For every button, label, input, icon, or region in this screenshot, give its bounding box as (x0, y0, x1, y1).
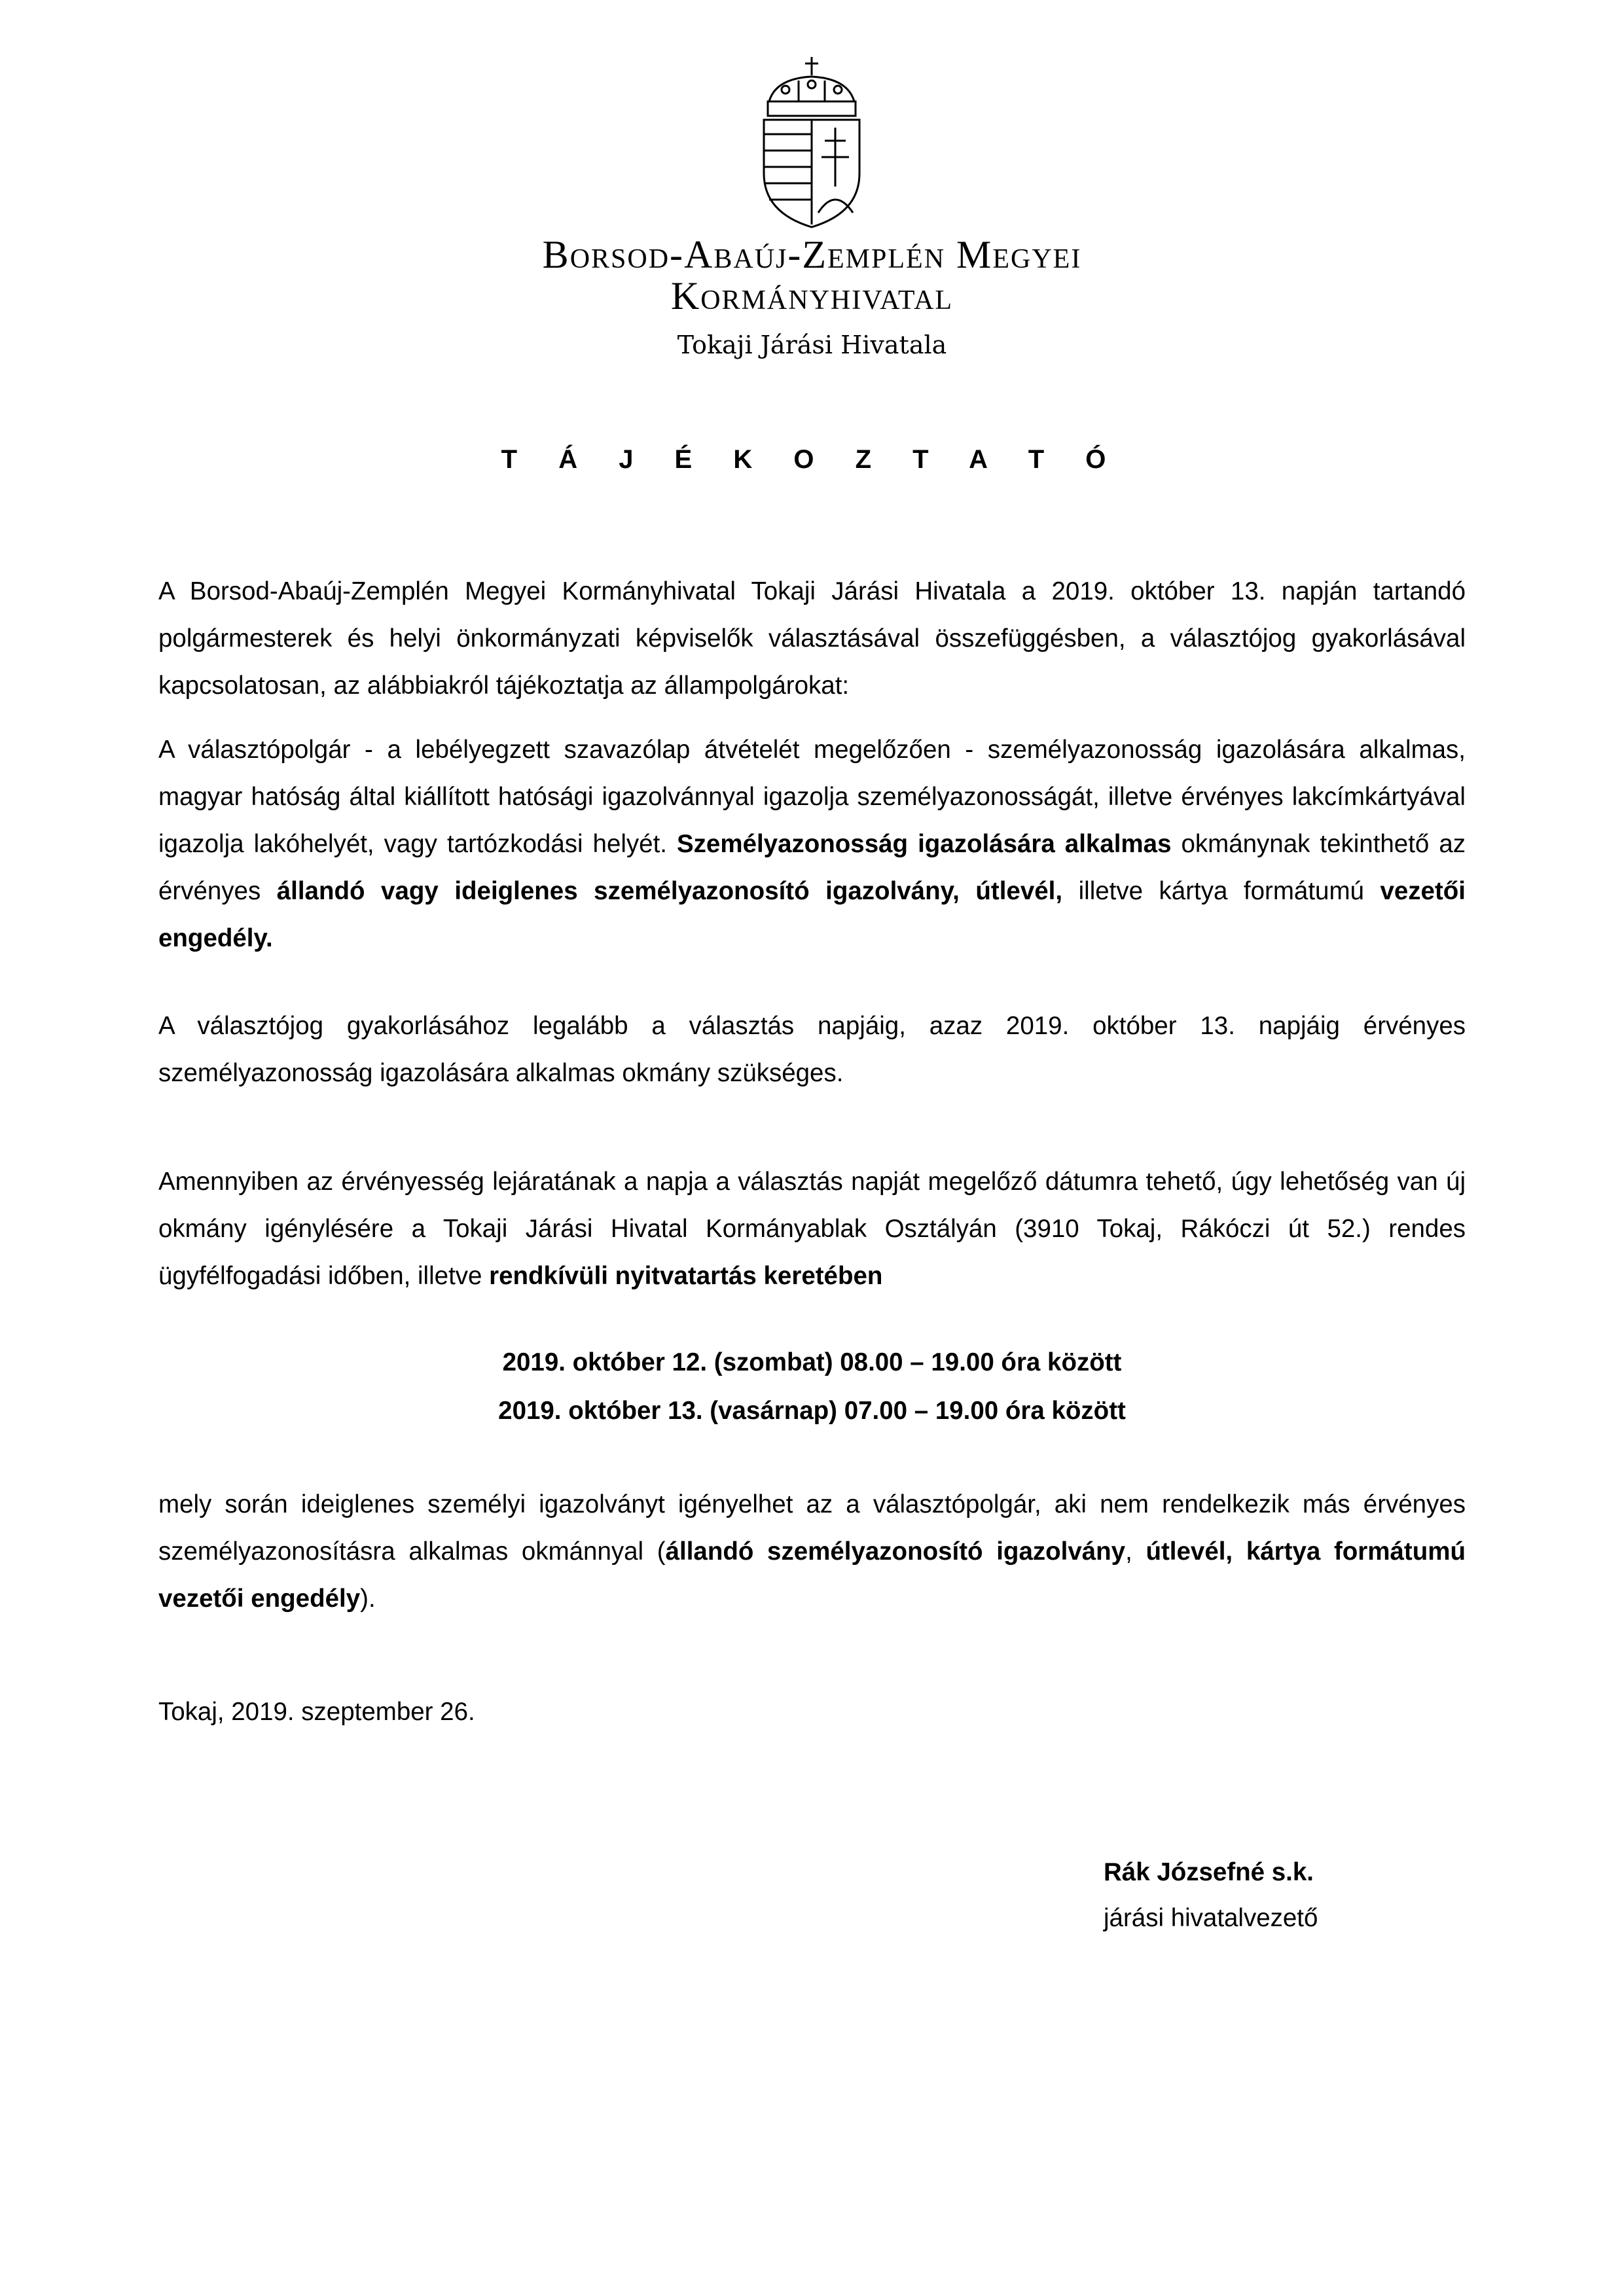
bold-run: állandó vagy ideiglenes személyazonosító igazolvány, útlevél, (276, 877, 1063, 905)
bold-run: Személyazonosság igazolására alkalmas (677, 830, 1172, 858)
schedule-line-1: 2019. október 12. (szombat) 08.00 – 19.00 óra között (502, 1348, 1122, 1376)
place-and-date: Tokaj, 2019. szeptember 26. (158, 1698, 475, 1726)
text-run: ). (360, 1585, 376, 1613)
text-run: okmánynak tekinthető az érvényes (158, 830, 1466, 905)
signatory-name: Rák Józsefné s.k. (1104, 1858, 1314, 1886)
signatory-role: járási hivatalvezető (1104, 1904, 1318, 1932)
paragraph-intro: A Borsod-Abaúj-Zemplén Megyei Kormányhivatal Tokaji Járási Hivatala a 2019. október 13. napján tartandó polgármesterek és helyi önkormányzati képviselők választásával összefüggésben, a választójog gyakorlásával kapcsolatosan, az alábbiakról tájékoztatja az állampolgárokat: (158, 577, 1466, 700)
schedule-line-2: 2019. október 13. (vasárnap) 07.00 – 19.00 óra között (498, 1397, 1126, 1425)
paragraph-id-requirements (158, 726, 1466, 962)
bold-run: állandó személyazonosító igazolvány (665, 1537, 1126, 1566)
bold-run: rendkívüli nyitvatartás keretében (489, 1262, 883, 1290)
text-run: illetve kártya formátumú (1062, 877, 1380, 905)
hungarian-coat-of-arms-icon (749, 56, 874, 229)
document-title: T Á J É K O Z T A T Ó (501, 445, 1123, 474)
paragraph-renewal (158, 1158, 1466, 1300)
org-name-line1: Borsod-Abaúj-Zemplén Megyei (542, 233, 1082, 276)
text-run: A választópolgár - a lebélyegzett szavazólap átvételét megelőzően - személyazonosság igazolására alkalmas, magyar hatóság által kiállított hatósági igazolvánnyal igazolja személyazonosságát, illetve érvényes lakcímkártyával igazolja lakóhelyét, vagy tartózkodási helyét. (158, 736, 1466, 858)
org-name-line2: Kormányhivatal (670, 274, 954, 317)
bold-run: útlevél, kártya formátumú vezetői engedély (158, 1537, 1466, 1613)
text-run: , (1125, 1537, 1146, 1566)
text-run: Amennyiben az érvényesség lejáratának a napja a választás napját megelőző dátumra tehető, úgy lehetőség van új okmány igénylésére a Tokaji Járási Hivatal Kormányablak Osztályán (3910 Tokaj, Rákóczi út 52.) rendes ügyfélfogadási időben, illetve (158, 1168, 1466, 1290)
paragraph-temporary-id (158, 1481, 1466, 1623)
org-subdivision: Tokaji Járási Hivatala (677, 331, 947, 359)
bold-run: vezetői engedély. (158, 877, 1466, 952)
text-run: mely során ideiglenes személyi igazolványt igényelhet az a választópolgár, aki nem rendelkezik más érvényes személyazonosításra alkalmas okmánnyal ( (158, 1490, 1466, 1566)
paragraph-validity: A választójog gyakorlásához legalább a választás napjáig, azaz 2019. október 13. napjáig érvényes személyazonosság igazolására alkalmas okmány szükséges. (158, 1012, 1466, 1087)
